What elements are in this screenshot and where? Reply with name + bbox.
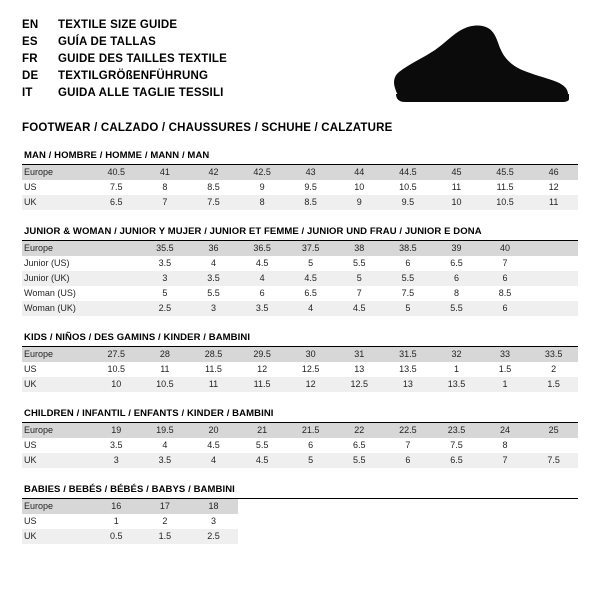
language-title-row	[22, 52, 227, 67]
size-cell: 7	[481, 453, 530, 468]
size-group	[22, 408, 578, 468]
table-row	[22, 286, 578, 301]
size-cell	[92, 271, 141, 286]
size-cell: 21.5	[286, 423, 335, 438]
size-cell	[92, 256, 141, 271]
size-cell: 4.5	[238, 256, 287, 271]
language-guide-title: TEXTILGRÖßENFÜHRUNG	[58, 70, 209, 82]
row-label: US	[22, 438, 92, 453]
empty-cell	[335, 529, 384, 544]
size-cell: 41	[141, 165, 190, 180]
size-table	[22, 423, 578, 468]
size-cell: 10.5	[384, 180, 433, 195]
row-label: UK	[22, 453, 92, 468]
size-cell: 6.5	[286, 286, 335, 301]
size-cell: 22.5	[384, 423, 433, 438]
size-table	[22, 347, 578, 392]
size-cell: 1.5	[141, 529, 190, 544]
size-cell: 8	[481, 438, 530, 453]
size-cell: 5.5	[189, 286, 238, 301]
size-cell: 44	[335, 165, 384, 180]
size-cell: 12	[238, 362, 287, 377]
size-cell: 13.5	[432, 377, 481, 392]
size-cell: 23.5	[432, 423, 481, 438]
size-cell: 7.5	[92, 180, 141, 195]
size-cell: 10.5	[481, 195, 530, 210]
group-title: MAN / HOMBRE / HOMME / MANN / MAN	[22, 150, 578, 165]
language-guide-title: GUIDE DES TAILLES TEXTILE	[58, 53, 227, 65]
size-cell: 7.5	[189, 195, 238, 210]
size-cell: 4.5	[335, 301, 384, 316]
table-row	[22, 347, 578, 362]
row-label: Europe	[22, 499, 92, 514]
size-cell: 4	[238, 271, 287, 286]
size-cell: 39	[432, 241, 481, 256]
size-cell	[529, 241, 578, 256]
table-row	[22, 377, 578, 392]
footwear-section-title: FOOTWEAR / CALZADO / CHAUSSURES / SCHUHE / CALZATURE	[22, 122, 393, 134]
size-cell: 5.5	[238, 438, 287, 453]
page-header	[22, 18, 578, 108]
empty-cell	[384, 514, 433, 529]
size-cell: 45	[432, 165, 481, 180]
size-cell: 22	[335, 423, 384, 438]
size-cell: 10.5	[92, 362, 141, 377]
size-cell	[92, 286, 141, 301]
size-cell: 18	[189, 499, 238, 514]
table-row	[22, 301, 578, 316]
size-cell: 5	[384, 301, 433, 316]
row-label: Woman (US)	[22, 286, 92, 301]
size-cell: 5.5	[384, 271, 433, 286]
table-row	[22, 438, 578, 453]
size-cell: 38.5	[384, 241, 433, 256]
size-cell: 13	[335, 362, 384, 377]
size-cell: 11	[141, 362, 190, 377]
size-table	[22, 165, 578, 210]
size-cell: 4	[189, 256, 238, 271]
size-cell: 20	[189, 423, 238, 438]
size-cell: 11.5	[238, 377, 287, 392]
size-cell: 43	[286, 165, 335, 180]
size-cell: 5	[286, 256, 335, 271]
empty-cell	[286, 499, 335, 514]
size-cell: 0.5	[92, 529, 141, 544]
empty-cell	[286, 514, 335, 529]
size-cell: 42.5	[238, 165, 287, 180]
size-cell: 12	[286, 377, 335, 392]
size-cell: 6	[481, 301, 530, 316]
size-cell: 12.5	[335, 377, 384, 392]
empty-cell	[432, 514, 481, 529]
size-cell: 3	[92, 453, 141, 468]
table-row	[22, 514, 578, 529]
size-cell: 6.5	[432, 453, 481, 468]
size-cell: 8.5	[189, 180, 238, 195]
table-row	[22, 165, 578, 180]
row-label: Europe	[22, 347, 92, 362]
size-cell: 40.5	[92, 165, 141, 180]
group-title-babies: BABIES / BEBÉS / BÉBÉS / BABYS / BAMBINI	[22, 484, 578, 499]
size-cell: 11	[432, 180, 481, 195]
dress-shoe-icon	[387, 22, 572, 108]
size-cell: 24	[481, 423, 530, 438]
size-cell: 5.5	[432, 301, 481, 316]
size-cell: 12	[529, 180, 578, 195]
language-title-row	[22, 69, 227, 84]
row-label: US	[22, 362, 92, 377]
size-cell: 4.5	[238, 453, 287, 468]
size-cell: 31	[335, 347, 384, 362]
row-label: Woman (UK)	[22, 301, 92, 316]
row-label: UK	[22, 195, 92, 210]
language-code: ES	[22, 36, 38, 48]
size-cell: 11.5	[189, 362, 238, 377]
language-code: DE	[22, 70, 39, 82]
empty-cell	[384, 499, 433, 514]
size-cell: 32	[432, 347, 481, 362]
size-cell: 35.5	[141, 241, 190, 256]
empty-cell	[481, 499, 530, 514]
table-row	[22, 362, 578, 377]
empty-cell	[238, 529, 287, 544]
language-code: IT	[22, 87, 33, 99]
size-cell: 30	[286, 347, 335, 362]
size-cell: 9.5	[384, 195, 433, 210]
empty-cell	[238, 499, 287, 514]
row-label: US	[22, 180, 92, 195]
group-title: CHILDREN / INFANTIL / ENFANTS / KINDER / BAMBINI	[22, 408, 578, 423]
size-cell: 3	[189, 514, 238, 529]
size-cell: 42	[189, 165, 238, 180]
size-group	[22, 332, 578, 392]
size-cell: 2.5	[141, 301, 190, 316]
language-guide-title: GUÍA DE TALLAS	[58, 36, 156, 48]
table-row	[22, 241, 578, 256]
size-cell: 10	[335, 180, 384, 195]
size-cell: 9	[335, 195, 384, 210]
table-row	[22, 271, 578, 286]
language-guide-title: GUIDA ALLE TAGLIE TESSILI	[58, 87, 224, 99]
table-row	[22, 180, 578, 195]
language-guide-title: TEXTILE SIZE GUIDE	[58, 19, 178, 31]
size-cell: 2.5	[189, 529, 238, 544]
size-cell: 28	[141, 347, 190, 362]
empty-cell	[529, 514, 578, 529]
size-cell: 6	[481, 271, 530, 286]
size-group	[22, 226, 578, 316]
size-cell: 8.5	[286, 195, 335, 210]
empty-cell	[481, 514, 530, 529]
size-cell: 25	[529, 423, 578, 438]
size-cell: 7	[335, 286, 384, 301]
size-cell: 5	[335, 271, 384, 286]
size-cell	[529, 271, 578, 286]
size-cell: 6	[286, 438, 335, 453]
size-tables	[22, 150, 578, 468]
size-cell: 9	[238, 180, 287, 195]
size-cell: 10	[92, 377, 141, 392]
size-cell: 7.5	[432, 438, 481, 453]
size-cell: 28.5	[189, 347, 238, 362]
size-cell	[529, 301, 578, 316]
size-cell: 7	[384, 438, 433, 453]
language-code: FR	[22, 53, 38, 65]
empty-cell	[335, 514, 384, 529]
size-cell: 5	[141, 286, 190, 301]
table-row	[22, 195, 578, 210]
size-cell: 36.5	[238, 241, 287, 256]
size-cell: 33	[481, 347, 530, 362]
size-cell: 40	[481, 241, 530, 256]
size-cell: 2	[141, 514, 190, 529]
size-cell: 5	[286, 453, 335, 468]
group-title: JUNIOR & WOMAN / JUNIOR Y MUJER / JUNIOR ET FEMME / JUNIOR UND FRAU / JUNIOR E DONA	[22, 226, 578, 241]
size-cell: 6	[384, 453, 433, 468]
size-cell: 31.5	[384, 347, 433, 362]
size-cell: 8	[432, 286, 481, 301]
size-cell: 1.5	[481, 362, 530, 377]
size-cell: 5.5	[335, 453, 384, 468]
empty-cell	[432, 499, 481, 514]
row-label: Europe	[22, 165, 92, 180]
size-cell: 11	[529, 195, 578, 210]
size-group	[22, 150, 578, 210]
group-title: KIDS / NIÑOS / DES GAMINS / KINDER / BAMBINI	[22, 332, 578, 347]
size-cell: 6.5	[92, 195, 141, 210]
size-cell: 4.5	[189, 438, 238, 453]
language-title-row	[22, 86, 227, 101]
size-cell: 33.5	[529, 347, 578, 362]
row-label: Junior (UK)	[22, 271, 92, 286]
empty-cell	[238, 514, 287, 529]
size-cell: 7.5	[529, 453, 578, 468]
row-label: UK	[22, 529, 92, 544]
size-cell: 37.5	[286, 241, 335, 256]
row-label: Junior (US)	[22, 256, 92, 271]
size-cell	[529, 256, 578, 271]
empty-cell	[384, 529, 433, 544]
size-group-babies	[22, 484, 578, 544]
row-label: Europe	[22, 241, 92, 256]
size-cell: 44.5	[384, 165, 433, 180]
language-title-row	[22, 35, 227, 50]
size-cell: 46	[529, 165, 578, 180]
size-cell: 6.5	[432, 256, 481, 271]
size-cell: 1	[481, 377, 530, 392]
size-cell: 2	[529, 362, 578, 377]
size-cell: 9.5	[286, 180, 335, 195]
empty-cell	[335, 499, 384, 514]
size-cell: 1.5	[529, 377, 578, 392]
size-cell	[92, 241, 141, 256]
table-row	[22, 256, 578, 271]
empty-cell	[529, 529, 578, 544]
size-cell: 19.5	[141, 423, 190, 438]
size-cell: 7	[481, 256, 530, 271]
table-row	[22, 453, 578, 468]
language-code: EN	[22, 19, 39, 31]
size-cell: 11	[189, 377, 238, 392]
size-cell: 17	[141, 499, 190, 514]
size-cell: 4	[189, 453, 238, 468]
size-cell: 3.5	[238, 301, 287, 316]
size-cell: 3.5	[189, 271, 238, 286]
size-cell: 13.5	[384, 362, 433, 377]
size-cell: 21	[238, 423, 287, 438]
row-label: US	[22, 514, 92, 529]
size-cell: 6	[384, 256, 433, 271]
size-cell: 27.5	[92, 347, 141, 362]
size-cell: 10	[432, 195, 481, 210]
size-cell: 13	[384, 377, 433, 392]
size-cell: 8.5	[481, 286, 530, 301]
size-cell: 11.5	[481, 180, 530, 195]
size-cell: 7	[141, 195, 190, 210]
size-cell: 8	[238, 195, 287, 210]
size-cell: 7.5	[384, 286, 433, 301]
size-cell: 3.5	[92, 438, 141, 453]
size-cell: 12.5	[286, 362, 335, 377]
babies-table	[22, 499, 578, 544]
size-cell: 16	[92, 499, 141, 514]
size-cell: 6	[432, 271, 481, 286]
empty-cell	[286, 529, 335, 544]
size-cell: 6.5	[335, 438, 384, 453]
size-cell	[529, 438, 578, 453]
size-cell: 36	[189, 241, 238, 256]
size-cell: 45.5	[481, 165, 530, 180]
size-cell: 3	[189, 301, 238, 316]
size-cell: 1	[92, 514, 141, 529]
size-cell: 3.5	[141, 453, 190, 468]
size-cell: 3	[141, 271, 190, 286]
empty-cell	[481, 529, 530, 544]
table-row	[22, 499, 578, 514]
size-cell	[529, 286, 578, 301]
size-cell: 1	[432, 362, 481, 377]
language-title-row	[22, 18, 227, 33]
size-cell: 38	[335, 241, 384, 256]
table-row	[22, 423, 578, 438]
size-cell: 8	[141, 180, 190, 195]
size-cell: 4.5	[286, 271, 335, 286]
row-label: Europe	[22, 423, 92, 438]
empty-cell	[529, 499, 578, 514]
size-cell: 29.5	[238, 347, 287, 362]
size-cell: 10.5	[141, 377, 190, 392]
size-cell	[92, 301, 141, 316]
size-cell: 5.5	[335, 256, 384, 271]
language-title-list	[22, 18, 227, 101]
size-cell: 6	[238, 286, 287, 301]
size-cell: 4	[286, 301, 335, 316]
table-row	[22, 529, 578, 544]
size-cell: 3.5	[141, 256, 190, 271]
size-cell: 4	[141, 438, 190, 453]
empty-cell	[432, 529, 481, 544]
size-table	[22, 241, 578, 316]
size-cell: 19	[92, 423, 141, 438]
row-label: UK	[22, 377, 92, 392]
